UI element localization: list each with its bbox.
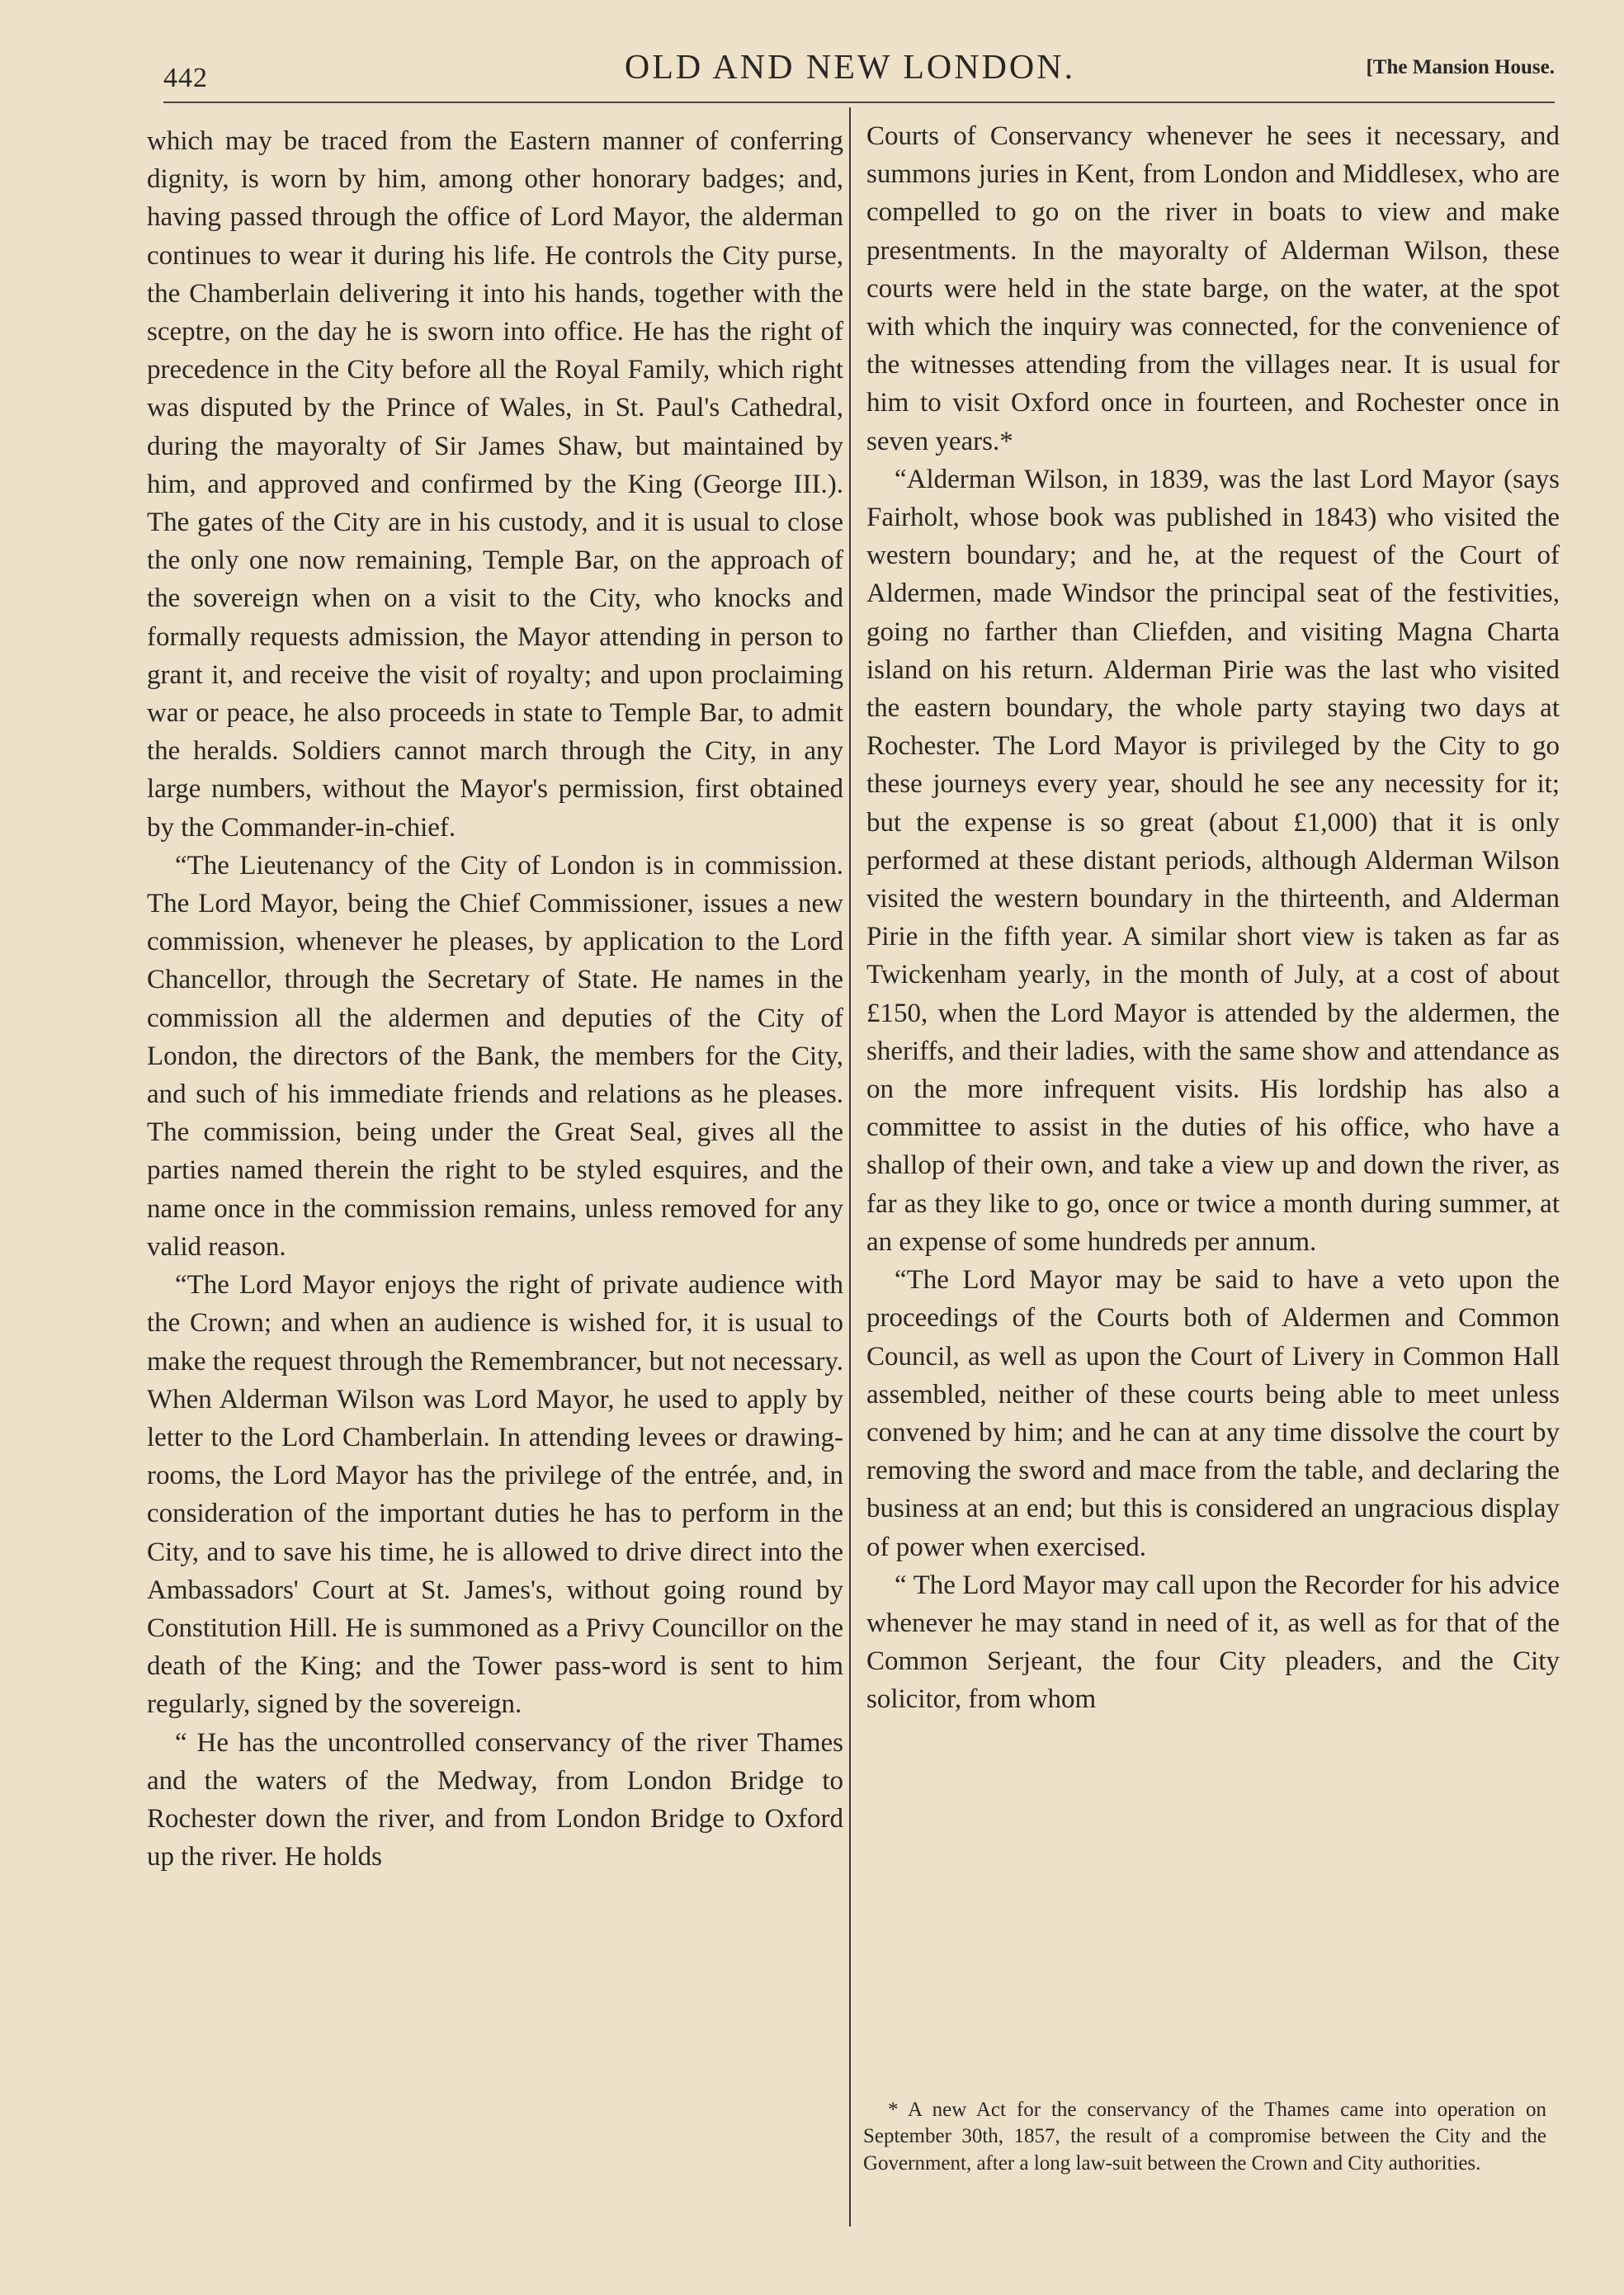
paragraph: “ The Lord Mayor may call upon the Recorder for his advice whenever he may stand in need of it, as well as for that of the Common Serjeant, the four City pleaders, and the City solicitor, from whom: [866, 1570, 1560, 1715]
paragraph: Courts of Conservancy whenever he sees it necessary, and summons juries in Kent, from London and Middlesex, who are compelled to go on the river in boats to view and make presentments. In the mayoralty of Alderman Wilson, these courts were held in the state barge, on the water, at the spot with which the inquiry was connected, for the convenience of the witnesses attending from the villages near. It is usual for him to visit Oxford once in fourteen, and Rochester once in seven years.*: [866, 121, 1560, 456]
paragraph: “The Lord Mayor enjoys the right of private audience with the Crown; and when an audience is wished for, it is usual to make the request through the Remembrancer, but not necessary. When Alderman Wilson was Lord Mayor, he used to apply by letter to the Lord Chamberlain. In attending levees or drawing-rooms, the Lord Mayor has the privilege of the entrée, and, in consideration of the important duties he has to perform in the City, and to save his time, he is allowed to drive direct into the Ambassadors' Court at St. James's, without going round by Constitution Hill. He is summoned as a Privy Councillor on the death of the King; and the Tower pass-word is sent to him regularly, signed by the sovereign.: [147, 1270, 843, 1720]
section-title: [The Mansion House.: [1366, 56, 1555, 78]
running-title: OLD AND NEW LONDON.: [624, 49, 1076, 87]
header-rule: [163, 102, 1555, 103]
right-column: [866, 117, 1560, 1719]
paragraph: which may be traced from the Eastern manner of conferring dignity, is worn by him, among other honorary badges; and, having passed through the office of Lord Mayor, the alderman continues to wear it during his life. He controls the City purse, the Chamberlain delivering it into his hands, together with the sceptre, on the day he is sworn into office. He has the right of precedence in the City before all the Royal Family, which right was disputed by the Prince of Wales, in St. Paul's Cathedral, during the mayoralty of Sir James Shaw, but maintained by him, and approved and confirmed by the King (George III.). The gates of the City are in his custody, and it is usual to close the only one now remaining, Temple Bar, on the approach of the sovereign when on a visit to the City, who knocks and formally requests admission, the Mayor attending in person to grant it, and receive the visit of royalty; and upon proclaiming war or peace, he also proceeds in state to Temple Bar, to admit the heralds. Soldiers cannot march through the City, in any large numbers, without the Mayor's permission, first obtained by the Commander-in-chief.: [147, 126, 843, 843]
page-header: [145, 43, 1555, 94]
paragraph: “ He has the uncontrolled conservancy of the river Thames and the waters of the Medway, from London Bridge to Rochester down the river, and from London Bridge to Oxford up the river. He holds: [147, 1727, 843, 1872]
paragraph: “Alderman Wilson, in 1839, was the last Lord Mayor (says Fairholt, whose book was published in 1843) who visited the western boundary; and he, at the request of the Court of Aldermen, made Windsor the principal seat of the festivities, going no farther than Cliefden, and visiting Magna Charta island on his return. Alderman Pirie was the last who visited the eastern boundary, the whole party staying two days at Rochester. The Lord Mayor is privileged by the City to go these journeys every year, should he see any necessity for it; but the expense is so great (about £1,000) that it is only performed at these distant periods, although Alderman Wilson visited the western boundary in the thirteenth, and Alderman Pirie in the fifth year. A similar short view is taken as far as Twickenham yearly, in the month of July, at a cost of about £150, when the Lord Mayor is attended by the aldermen, the sheriffs, and their ladies, with the same show and attendance as on the more infrequent visits. His lordship has also a committee to assist in the duties of his office, who have a shallop of their own, and take a view up and down the river, as far as they like to go, once or twice a month during summer, at an expense of some hundreds per annum.: [866, 464, 1560, 1257]
footnote-text: * A new Act for the conservancy of the Thames came into operation on September 30th, 1857, the result of a compromise between the City and the Government, after a long law-suit between the Crown and City authorities.: [863, 2099, 1546, 2175]
left-column: [147, 122, 843, 1876]
paragraph: “The Lieutenancy of the City of London is in commission. The Lord Mayor, being the Chief Commissioner, issues a new commission, whenever he pleases, by application to the Lord Chancellor, through the Secretary of State. He names in the commission all the aldermen and deputies of the City of London, the directors of the Bank, the members for the City, and such of his immediate friends and relations as he pleases. The commission, being under the Great Seal, gives all the parties named therein the right to be styled esquires, and the name once in the commission remains, unless removed for any valid reason.: [147, 850, 843, 1262]
page-number: 442: [163, 63, 208, 93]
column-divider: [849, 107, 851, 2227]
paragraph: “The Lord Mayor may be said to have a veto upon the proceedings of the Courts both of Aldermen and Common Council, as well as upon the Court of Livery in Common Hall assembled, neither of these courts being able to meet unless convened by him; and he can at any time dissolve the court by removing the sword and mace from the table, and declaring the business at an end; but this is considered an ungracious display of power when exercised.: [866, 1265, 1560, 1562]
footnote: [863, 2097, 1546, 2177]
